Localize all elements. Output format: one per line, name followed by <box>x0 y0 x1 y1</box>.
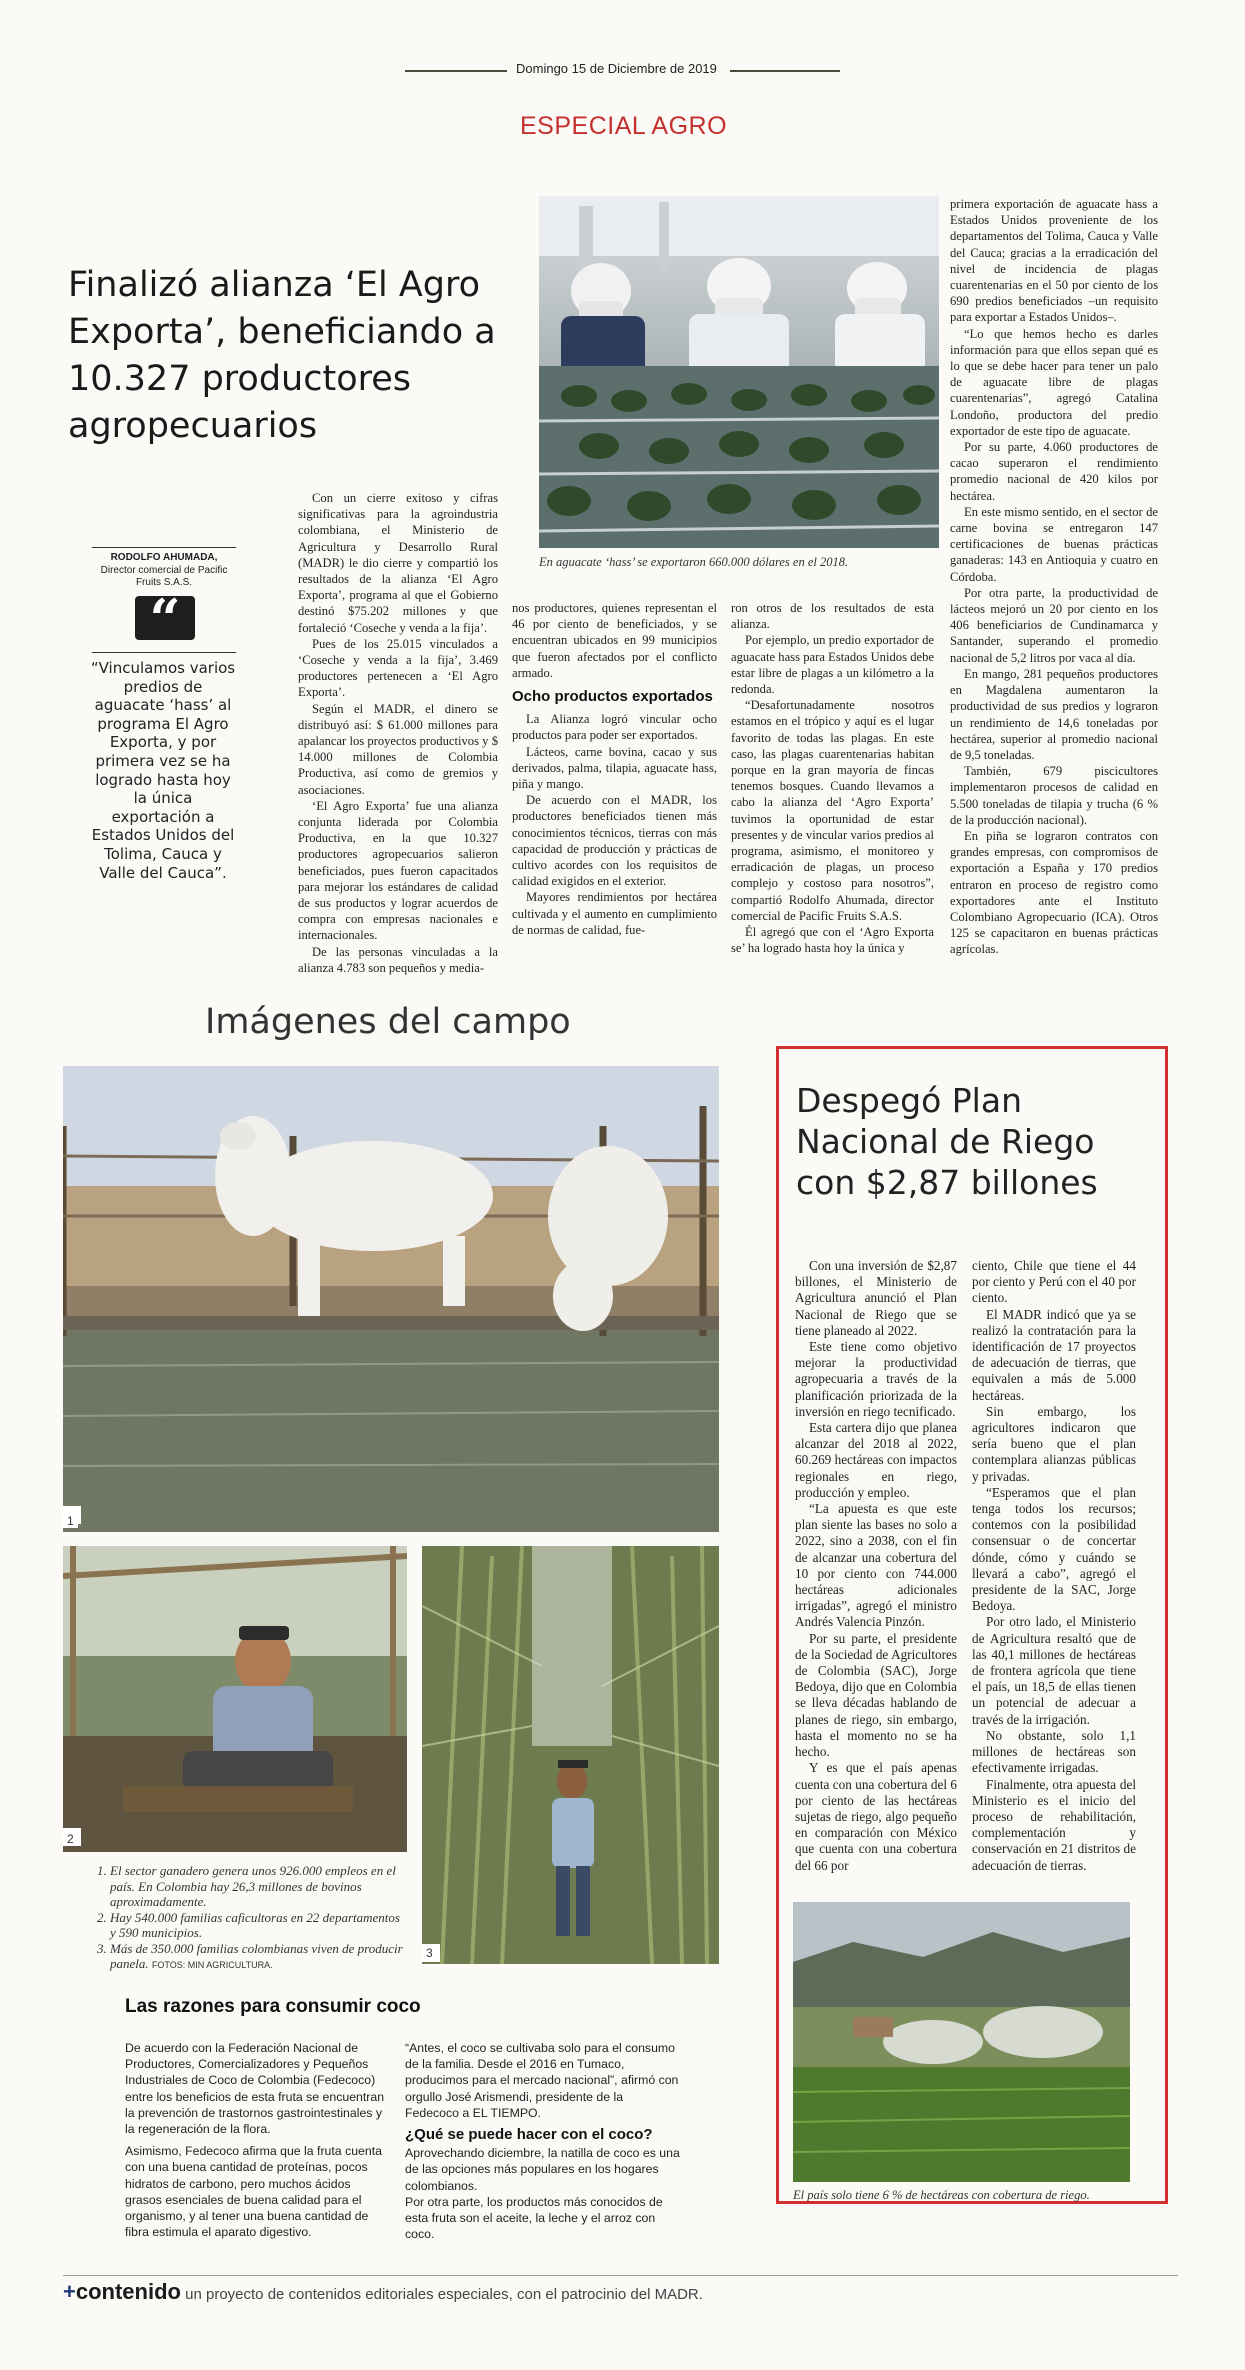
paragraph: Aprovechando diciembre, la natilla de coco es una de las opciones más populares en los hogares colombianos. <box>405 2146 680 2193</box>
paragraph: No obstante, solo 1,1 millones de hectáreas son efectivamente irrigadas. <box>972 1727 1136 1776</box>
paragraph: Según el MADR, el dinero se distribuyó así: $ 61.000 millones para apalancar los proyectos productivos y $ 14.000 millones de Colombia Productiva, así como de gremios y asociaciones. <box>298 701 498 797</box>
cattle-drinking-photo <box>63 1066 719 1532</box>
paragraph: Pues de los 25.015 vinculados a ‘Coseche y venda a la fija’, 3.469 productores pertenecen a ‘El Agro Exporta’. <box>298 636 498 700</box>
paragraph: En este mismo sentido, en el sector de carne bovina se entregaron 147 certificaciones de buenas prácticas ganaderas: 143 en Antioquia y cuatro en Córdoba. <box>950 504 1158 584</box>
paragraph: Con un cierre exitoso y cifras significativas para la agroindustria colombiana, el Ministerio de Agricultura y Desarrollo Rural (MADR) le dio cierre y compartió los resultados de la alianza ‘El Agro Exporta’, programa al que el Gobierno destinó $75.202 millones y que fortaleció ‘Coseche y venda a la fija’. <box>298 491 498 635</box>
coco-title: Las razones para consumir coco <box>125 1996 421 2017</box>
paragraph: Por su parte, 4.060 productores de cacao superaron el rendimiento promedio nacional de 420 kilos por hectárea. <box>950 440 1158 503</box>
section-title: ESPECIAL AGRO <box>520 112 728 140</box>
gallery-caption-1: 1. El sector ganadero genera unos 926.000 empleos en el país. En Colombia hay 26,3 millones de bovinos aproximadamente. <box>110 1863 404 1910</box>
paragraph: Con una inversión de $2,87 billones, el Ministerio de Agricultura anunció el Plan Nacional de Riego que se tiene planeado al 2022. <box>795 1258 957 1338</box>
article1-col4 <box>950 196 1158 958</box>
paragraph: De acuerdo con el MADR, los productores beneficiados tienen más conocimientos técnicos, tierras con más capacidad de producción y prácticas de cultivo acordes con los requisitos de calidad exigidos en el exterior. <box>512 793 717 889</box>
issue-date: Domingo 15 de Diciembre de 2019 <box>516 61 717 76</box>
paragraph: Él agregó que con el ‘Agro Exporta se’ ha logrado hasta hoy la única y <box>731 925 934 956</box>
article2-headline: Despegó Plan Nacional de Riego con $2,87 billones <box>796 1081 1098 1202</box>
paragraph: ron otros de los resultados de esta alianza. <box>731 601 934 632</box>
footer <box>63 2279 703 2305</box>
paragraph: Sin embargo, los agricultores indicaron que sería bueno que el plan contemplara alianzas públicas y privadas. <box>972 1403 1136 1484</box>
quote-rule-top <box>92 547 236 548</box>
coco-subhead: ¿Qué se puede hacer con el coco? <box>405 2126 653 2144</box>
paragraph: De las personas vinculadas a la alianza 4.783 son pequeños y media- <box>298 944 498 975</box>
article2-col1 <box>795 1258 957 1874</box>
paragraph: “Desafortunadamente nosotros estamos en el trópico y aquí es el lugar favorito de todas las plagas. En este caso, las plagas cuarentenarias habitan porque en la gran mayoría de fincas tenemos bosques. Cuando llevamos a cabo la alianza del ‘Agro Exporta’ tuvimos la oportunidad de estar presentes y de vincular varios predios al programa, asimismo, el monitoreo y erradicación de plagas, un proceso complejo y costoso para nosotros”, compartió Rodolfo Ahumada, director comercial de Pacific Fruits S.A.S. <box>731 698 934 923</box>
footer-text: un proyecto de contenidos editoriales especiales, con el patrocinio del MADR. <box>185 2286 703 2303</box>
gallery-title: Imágenes del campo <box>205 1002 571 1042</box>
footer-brand: contenido <box>75 2279 181 2304</box>
paragraph: Lácteos, carne bovina, cacao y sus derivados, palma, tilapia, aguacate hass, piña y mango. <box>512 744 717 792</box>
paragraph: También, 679 piscicultores implementaron procesos de calidad en 5.500 toneladas de tilapia y trucha (6 % de la producción nacional). <box>950 764 1158 827</box>
irrigation-field-photo <box>793 1902 1130 2182</box>
article2-col2 <box>972 1258 1136 1874</box>
article1-col3 <box>731 600 934 956</box>
gallery-caption-3 <box>110 1941 404 1974</box>
paragraph: En piña se lograron contratos con grandes empresas, con compromisos de exportación a España y 170 predios entraron en proceso de registro como exportadores ante el Instituto Colombiano Agropecuario (ICA). Otros 125 se capacitaron en buenas prácticas agrícolas. <box>950 828 1158 957</box>
svg-text:“: “ <box>149 596 181 640</box>
paragraph: “Lo que hemos hecho es darles información para que ellos sepan qué es lo que se debe hacer para tener un palo de aguacate libre de plagas cuarentenarias”, agregó Catalina Londoño, productora del predio exportador de este tipo de aguacate. <box>950 326 1158 438</box>
paragraph: Por otro lado, el Ministerio de Agricultura resaltó que de las 40,1 millones de hectáreas de frontera agrícola que tiene el país, un 18,5 de ellas tienen un potencial de adecuar a través de la irrigación. <box>972 1614 1136 1727</box>
avocado-packing-photo <box>539 196 939 548</box>
gallery-caption-2: 2. Hay 540.000 familias caficultoras en 22 departamentos y 590 municipios. <box>110 1910 404 1941</box>
footer-brand-plus: + <box>63 2279 76 2304</box>
photo-number-3: 3 <box>422 1946 437 1960</box>
paragraph: Asimismo, Fedecoco afirma que la fruta cuenta con una buena cantidad de proteínas, pocos hidratos de carbono, pero muchos ácidos grasos esenciales de buena calidad para el organismo, y al tener una buena cantidad de fibra estimula el aparato digestivo. <box>125 2144 382 2240</box>
paragraph: Por otra parte, los productos más conocidos de esta fruta son el aceite, la leche y el arroz con coco. <box>405 2194 663 2242</box>
coco-col2 <box>405 2040 680 2248</box>
paragraph: Esta cartera dijo que planea alcanzar del 2018 al 2022, 60.269 hectáreas con impactos regionales en riego, producción y empleo. <box>795 1420 957 1500</box>
paragraph: “La apuesta es que este plan siente las bases no solo a 2022, sino a 2038, con el fin de alcanzar una cobertura del 10 por ciento con 744.000 hectáreas adicionales irrigadas”, agregó el ministro Andrés Valencia Pinzón. <box>795 1501 957 1630</box>
paragraph: En mango, 281 pequeños productores en Magdalena aumentaron la productividad de sus predios y lograron un rendimiento de 14,6 toneladas por hectárea, superior al promedio nacional de 9,5 toneladas. <box>950 666 1158 762</box>
paragraph: El MADR indicó que ya se realizó la contratación para la identificación de 17 proyectos de adecuación de tierras, que equivalen a más de 5.000 hectáreas. <box>972 1306 1136 1403</box>
paragraph: Y es que el país apenas cuenta con una cobertura del 6 por ciento de las hectáreas sujetas de riego, algo pequeño en comparación con México que cuenta con una cobertura del 66 por <box>795 1760 957 1873</box>
paragraph: Por otra parte, la productividad de lácteos mejoró un 20 por ciento en los 406 beneficiarios de Cundinamarca y Santander, superando el promedio nacional de 5,2 litros por vaca al día. <box>950 585 1158 665</box>
quote-rule-bottom <box>92 652 236 653</box>
paragraph: Mayores rendimientos por hectárea cultivada y el aumento en cumplimiento de normas de calidad, fue- <box>512 890 717 937</box>
gallery-caption-3-text: Más de 350.000 familias colombianas viven de producir panela. <box>110 1940 403 1971</box>
article1-col2 <box>512 600 717 938</box>
paragraph: primera exportación de aguacate hass a Estados Unidos proveniente de los departamentos del Tolima, Cauca y Valle del Cauca; gracias a la erradicación del nivel de incidencia de plagas cuarentenarias en el 50 por ciento de los 690 predios beneficiados –un requisito para exportar a Estados Unidos–. <box>950 197 1158 325</box>
paragraph: “Esperamos que el plan tenga todos los recursos; contemos con la posibilidad consensuar o de concertar dónde, cómo y cuándo se llevará a cabo”, agregó el presidente de la SAC, Jorge Bedoya. <box>972 1484 1136 1614</box>
paragraph: ‘El Agro Exporta’ fue una alianza conjunta liderada por Colombia Productiva, en la que 10.327 productores agropecuarios salieron beneficiados, pues fueron capacitados para mejorar los estándares de calidad de sus productos y lograr acuerdos de compra con empresas nacionales e internacionales. <box>298 798 498 943</box>
footer-rule <box>63 2275 1178 2276</box>
quote-icon <box>135 596 195 640</box>
paragraph: Finalmente, otra apuesta del Ministerio es el inicio del proceso de rehabilitación, complementación y conservación en 21 distritos de adecuación de tierras. <box>972 1776 1136 1873</box>
sugarcane-farmer-photo <box>422 1546 719 1964</box>
gallery-captions <box>92 1863 404 1974</box>
masthead-rule-right <box>730 70 840 72</box>
avocado-photo-caption: En aguacate ‘hass’ se exportaron 660.000 dólares en el 2018. <box>539 555 849 569</box>
paragraph: nos productores, quienes representan el 46 por ciento de beneficiados, y se encuentran ubicados en 99 municipios que fueron afectados por el conflicto armado. <box>512 601 717 680</box>
photo-credit: FOTOS: MIN AGRICULTURA. <box>151 1960 273 1970</box>
paragraph: Por ejemplo, un predio exportador de aguacate hass para Estados Unidos debe estar libre de plagas a un kilómetro a la redonda. <box>731 633 934 697</box>
paragraph: “Antes, el coco se cultivaba solo para el consumo de la familia. Desde el 2016 en Tumaco, producimos para el mercado nacional”, afirmó con orgullo José Arismendi, presidente de la Fedecoco a EL TIEMPO. <box>405 2041 679 2120</box>
photo-number-1: 1 <box>63 1514 78 1528</box>
quote-author-name: RODOLFO AHUMADA, <box>110 552 218 563</box>
irrigation-photo-caption: El país solo tiene 6 % de hectáreas con cobertura de riego. <box>793 2188 1090 2202</box>
photo-number-2: 2 <box>63 1832 78 1846</box>
pull-quote: “Vinculamos varios predios de aguacate ‘hass’ al programa El Agro Exporta, y por primera vez se ha logrado hasta hoy la única exportación a Estados Unidos del Tolima, Cauca y Valle del Cauca”. <box>90 659 236 882</box>
article1-col1 <box>298 490 498 976</box>
coffee-farmer-photo <box>63 1546 407 1852</box>
paragraph: ciento, Chile que tiene el 44 por ciento y Perú con el 40 por ciento. <box>972 1258 1136 1306</box>
paragraph: La Alianza logró vincular ocho productos para poder ser exportados. <box>512 712 717 743</box>
paragraph: De acuerdo con la Federación Nacional de Productores, Comercializadores y Pequeños Industriales de Coco de Colombia (Fedecoco) entre los beneficios de esta fruta se encuentran la prevención de trastornos gastrointestinales y la regeneración de la flora. <box>125 2041 385 2137</box>
article1-headline: Finalizó alianza ‘El Agro Exporta’, beneficiando a 10.327 productores agropecuarios <box>68 265 496 446</box>
paragraph: Por su parte, el presidente de la Sociedad de Agricultores de Colombia (SAC), Jorge Bedoya, dijo que en Colombia se lleva décadas hablando de planes de riego, sin embargo, hasta el momento no se ha hecho. <box>795 1630 957 1760</box>
coco-col1 <box>125 2040 390 2246</box>
quote-author-role: Director comercial de Pacific Fruits S.A.S. <box>100 565 228 588</box>
article1-subhead: Ocho productos exportados <box>512 688 713 706</box>
paragraph: Este tiene como objetivo mejorar la productividad agropecuaria a través de la planificación priorizada de la inversión en riego tecnificado. <box>795 1339 957 1419</box>
masthead-rule-left <box>405 70 507 72</box>
